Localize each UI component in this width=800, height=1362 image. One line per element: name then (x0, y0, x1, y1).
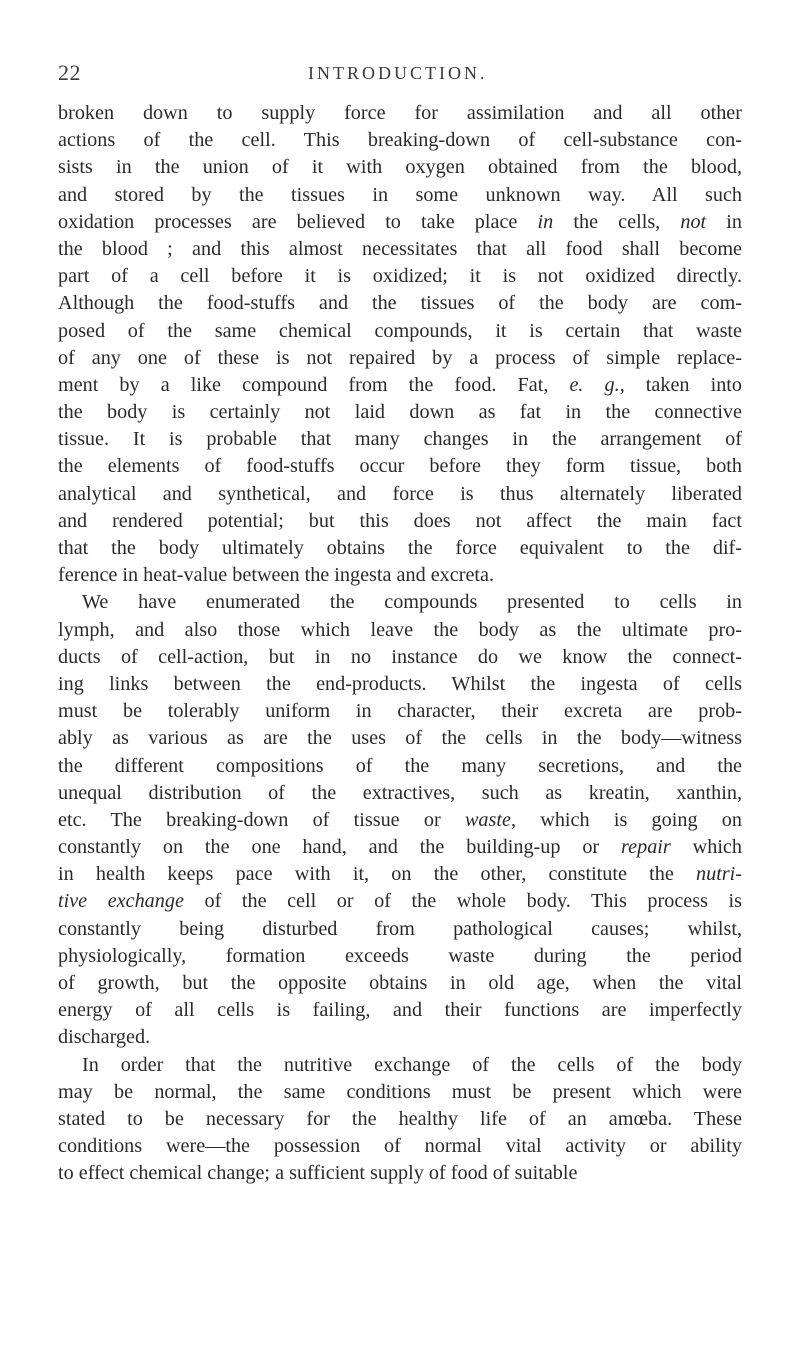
running-title: INTRODUCTION. (308, 63, 488, 83)
text-line: tive exchange of the cell or of the whole body. This process is (58, 890, 742, 913)
text-line: analytical and synthetical, and force is thus alternately liberated (58, 482, 742, 505)
text-line: oxidation processes are believed to take place in the cells, not in (58, 210, 742, 233)
text-line: to effect chemical change; a sufficient supply of food of suitable (58, 1162, 578, 1185)
text-line: ment by a like compound from the food. Fat, e. g., taken into (58, 373, 742, 396)
text-line: actions of the cell. This breaking-down of cell-substance con- (58, 129, 742, 152)
text-line: stated to be necessary for the healthy life of an amœba. These (58, 1107, 742, 1130)
text-line: that the body ultimately obtains the force equivalent to the dif- (58, 537, 742, 559)
running-head (58, 58, 742, 88)
text-line: tissue. It is probable that many changes in the arrangement of (58, 428, 742, 451)
text-line: constantly being disturbed from pathological causes; whilst, (58, 917, 742, 940)
text-line: We have enumerated the compounds presented to cells in (82, 591, 742, 614)
text-line: lymph, and also those which leave the body as the ultimate pro- (58, 618, 742, 641)
paragraph-3 (58, 1052, 742, 1188)
text-line: of any one of these is not repaired by a process of simple replace- (58, 346, 742, 369)
paragraph-1 (58, 100, 742, 589)
text-line: Although the food-stuffs and the tissues of the body are com- (58, 292, 742, 315)
text-line: discharged. (58, 1026, 151, 1049)
text-line: sists in the union of it with oxygen obtained from the blood, (58, 156, 742, 179)
text-line: unequal distribution of the extractives, such as kreatin, xanthin, (58, 781, 742, 804)
text-line: in health keeps pace with it, on the other, constitute the nutri- (58, 863, 742, 886)
text-line: part of a cell before it is oxidized; it is not oxidized directly. (58, 265, 742, 288)
text-line: In order that the nutritive exchange of the cells of the body (82, 1053, 742, 1076)
text-line: may be normal, the same conditions must be present which were (58, 1080, 742, 1103)
text-line: etc. The breaking-down of tissue or waste, which is going on (58, 808, 742, 831)
text-line: broken down to supply force for assimilation and all other (58, 102, 742, 124)
text-line: constantly on the one hand, and the building-up or repair which (58, 836, 742, 859)
text-line: physiologically, formation exceeds waste during the period (58, 944, 742, 967)
text-line: the different compositions of the many secretions, and the (58, 754, 742, 777)
text-line: must be tolerably uniform in character, their excreta are prob- (58, 700, 742, 723)
text-line: the elements of food-stuffs occur before they form tissue, both (58, 455, 742, 478)
text-line: ing links between the end-products. Whilst the ingesta of cells (58, 672, 742, 695)
text-line: and stored by the tissues in some unknown way. All such (58, 183, 742, 206)
text-line: ference in heat-value between the ingesta and excreta. (58, 564, 495, 587)
text-line: posed of the same chemical compounds, it is certain that waste (58, 319, 742, 342)
text-line: ducts of cell-action, but in no instance do we know the connect- (58, 645, 742, 668)
text-line: energy of all cells is failing, and their functions are imperfectly (58, 999, 742, 1022)
text-line: of growth, but the opposite obtains in old age, when the vital (58, 972, 742, 994)
text-line: and rendered potential; but this does not affect the main fact (58, 509, 742, 532)
page-number: 22 (58, 60, 81, 85)
paragraph-2 (58, 589, 742, 1051)
text-line: the body is certainly not laid down as fat in the connective (58, 401, 742, 424)
text-body (58, 100, 742, 1188)
text-line: the blood ; and this almost necessitates that all food shall become (58, 237, 742, 260)
text-line: conditions were—the possession of normal vital activity or ability (58, 1135, 742, 1158)
text-line: ably as various as are the uses of the cells in the body—witness (58, 727, 742, 750)
